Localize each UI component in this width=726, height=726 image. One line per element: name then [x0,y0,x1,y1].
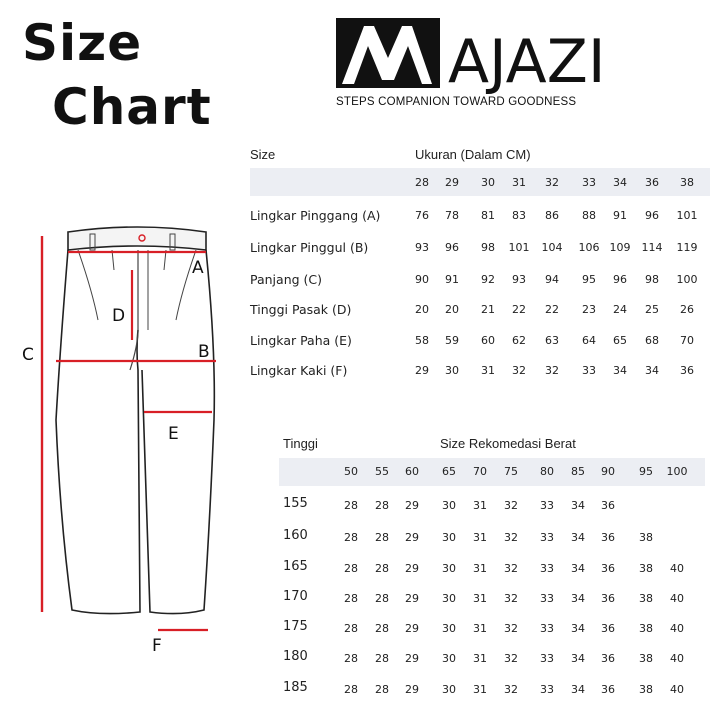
size-cell: 22 [512,303,526,316]
weight-cell: 28 [375,683,389,696]
size-cell: 101 [676,209,698,222]
weight-cell: 30 [442,683,456,696]
size-cell: 83 [512,209,526,222]
weight-table-header: Size Rekomedasi Berat [440,436,576,451]
weight-col-header: 55 [375,465,389,478]
weight-cell: 30 [442,622,456,635]
size-cell: 29 [415,364,429,377]
weight-cell: 29 [405,652,419,665]
weight-cell: 29 [405,499,419,512]
size-cell: 59 [445,334,459,347]
size-cell: 25 [645,303,659,316]
size-cell: 23 [582,303,596,316]
weight-cell: 38 [639,683,653,696]
height-row-label: 170 [283,589,308,604]
weight-cell: 38 [639,531,653,544]
weight-cell: 28 [344,592,358,605]
weight-cell: 28 [375,592,389,605]
weight-cell: 31 [473,652,487,665]
weight-cell: 34 [571,499,585,512]
size-col-header: 29 [445,176,459,189]
size-row-label: Panjang (C) [250,272,323,287]
size-cell: 114 [641,241,663,254]
weight-cell: 34 [571,562,585,575]
size-cell: 96 [445,241,459,254]
size-cell: 104 [541,241,563,254]
weight-cell: 29 [405,592,419,605]
weight-cell: 28 [375,499,389,512]
size-col-header: 30 [481,176,495,189]
weight-cell: 31 [473,592,487,605]
size-cell: 32 [545,364,559,377]
weight-cell: 33 [540,499,554,512]
size-cell: 88 [582,209,596,222]
weight-col-header: 80 [540,465,554,478]
weight-cell: 36 [601,562,615,575]
weight-cell: 29 [405,683,419,696]
weight-cell: 32 [504,592,518,605]
weight-cell: 28 [375,531,389,544]
height-row-label: 180 [283,649,308,664]
weight-cell: 28 [344,652,358,665]
weight-col-header: 75 [504,465,518,478]
weight-cell: 36 [601,622,615,635]
size-cell: 22 [545,303,559,316]
size-cell: 63 [545,334,559,347]
size-cell: 95 [582,273,596,286]
size-col-header: 32 [545,176,559,189]
size-cell: 90 [415,273,429,286]
weight-cell: 34 [571,592,585,605]
size-cell: 33 [582,364,596,377]
label-a: A [192,258,204,278]
weight-cell: 38 [639,652,653,665]
height-row-label: 185 [283,680,308,695]
weight-cell: 31 [473,531,487,544]
weight-col-header: 50 [344,465,358,478]
weight-col-header: 90 [601,465,615,478]
weight-cell: 36 [601,531,615,544]
size-cell: 36 [680,364,694,377]
size-col-header: 34 [613,176,627,189]
weight-cell: 36 [601,592,615,605]
size-cell: 58 [415,334,429,347]
size-cell: 109 [609,241,631,254]
size-row-label: Lingkar Paha (E) [250,333,352,348]
weight-cell: 36 [601,499,615,512]
weight-cell: 38 [639,562,653,575]
weight-cell: 33 [540,622,554,635]
weight-cell: 40 [670,592,684,605]
height-row-label: 165 [283,559,308,574]
size-cell: 93 [415,241,429,254]
weight-cell: 28 [375,652,389,665]
size-cell: 100 [676,273,698,286]
size-table-header: Ukuran (Dalam CM) [415,147,531,162]
weight-cell: 32 [504,531,518,544]
size-cell: 93 [512,273,526,286]
weight-cell: 29 [405,531,419,544]
size-cell: 119 [676,241,698,254]
weight-cell: 33 [540,652,554,665]
label-f: F [152,636,162,656]
size-cell: 78 [445,209,459,222]
height-row-label: 175 [283,619,308,634]
label-b: B [198,342,210,362]
weight-cell: 30 [442,499,456,512]
weight-col-header: 100 [666,465,688,478]
weight-cell: 33 [540,562,554,575]
weight-cell: 32 [504,499,518,512]
size-cell: 96 [613,273,627,286]
size-cell: 65 [613,334,627,347]
size-cell: 34 [613,364,627,377]
size-cell: 92 [481,273,495,286]
size-col-header: 36 [645,176,659,189]
weight-cell: 33 [540,683,554,696]
size-row-label: Lingkar Pinggul (B) [250,240,369,255]
weight-cell: 28 [375,562,389,575]
size-cell: 68 [645,334,659,347]
pants-diagram [20,220,245,660]
weight-cell: 40 [670,562,684,575]
weight-cell: 40 [670,683,684,696]
weight-col-header: 95 [639,465,653,478]
weight-cell: 32 [504,622,518,635]
size-cell: 96 [645,209,659,222]
size-cell: 26 [680,303,694,316]
weight-col-header: 85 [571,465,585,478]
weight-cell: 28 [375,622,389,635]
weight-cell: 40 [670,652,684,665]
weight-cell: 30 [442,562,456,575]
weight-cell: 34 [571,622,585,635]
size-cell: 76 [415,209,429,222]
weight-cell: 36 [601,683,615,696]
size-cell: 32 [512,364,526,377]
size-cell: 86 [545,209,559,222]
label-c: C [22,345,34,365]
label-e: E [168,424,179,444]
weight-cell: 36 [601,652,615,665]
size-cell: 98 [481,241,495,254]
size-cell: 60 [481,334,495,347]
size-row-label: Tinggi Pasak (D) [250,302,352,317]
weight-cell: 28 [344,683,358,696]
height-row-label: 160 [283,528,308,543]
size-cell: 24 [613,303,627,316]
size-cell: 81 [481,209,495,222]
size-cell: 106 [578,241,600,254]
weight-cell: 32 [504,562,518,575]
size-cell: 98 [645,273,659,286]
weight-cell: 33 [540,592,554,605]
weight-cell: 30 [442,531,456,544]
label-d: D [112,306,126,326]
size-row-label: Lingkar Kaki (F) [250,363,348,378]
weight-cell: 38 [639,592,653,605]
size-cell: 62 [512,334,526,347]
weight-cell: 28 [344,562,358,575]
weight-cell: 29 [405,622,419,635]
size-col-header: 33 [582,176,596,189]
weight-cell: 29 [405,562,419,575]
size-cell: 20 [445,303,459,316]
size-table-corner: Size [250,147,276,162]
size-cell: 101 [508,241,530,254]
weight-cell: 34 [571,531,585,544]
weight-cell: 31 [473,562,487,575]
height-row-label: 155 [283,496,308,511]
size-col-header: 31 [512,176,526,189]
size-cell: 20 [415,303,429,316]
size-cell: 31 [481,364,495,377]
weight-cell: 30 [442,592,456,605]
logo-wordmark: AJAZI [448,27,606,97]
size-cell: 21 [481,303,495,316]
size-col-header: 28 [415,176,429,189]
size-col-header: 38 [680,176,694,189]
weight-cell: 34 [571,652,585,665]
size-cell: 34 [645,364,659,377]
weight-col-header: 70 [473,465,487,478]
size-cell: 94 [545,273,559,286]
weight-cell: 28 [344,531,358,544]
weight-cell: 33 [540,531,554,544]
weight-cell: 38 [639,622,653,635]
size-cell: 64 [582,334,596,347]
weight-cell: 40 [670,622,684,635]
title-chart: Chart [52,78,212,136]
title-size: Size [22,14,143,72]
weight-cell: 31 [473,622,487,635]
weight-col-header: 60 [405,465,419,478]
size-cell: 30 [445,364,459,377]
size-cell: 91 [445,273,459,286]
brand-tagline: STEPS COMPANION TOWARD GOODNESS [336,96,577,108]
weight-cell: 31 [473,683,487,696]
weight-cell: 32 [504,683,518,696]
size-cell: 91 [613,209,627,222]
weight-table-corner: Tinggi [283,436,318,451]
weight-cell: 31 [473,499,487,512]
size-row-label: Lingkar Pinggang (A) [250,208,381,223]
weight-cell: 28 [344,622,358,635]
weight-col-header: 65 [442,465,456,478]
size-cell: 70 [680,334,694,347]
weight-cell: 32 [504,652,518,665]
weight-cell: 30 [442,652,456,665]
weight-cell: 34 [571,683,585,696]
weight-cell: 28 [344,499,358,512]
